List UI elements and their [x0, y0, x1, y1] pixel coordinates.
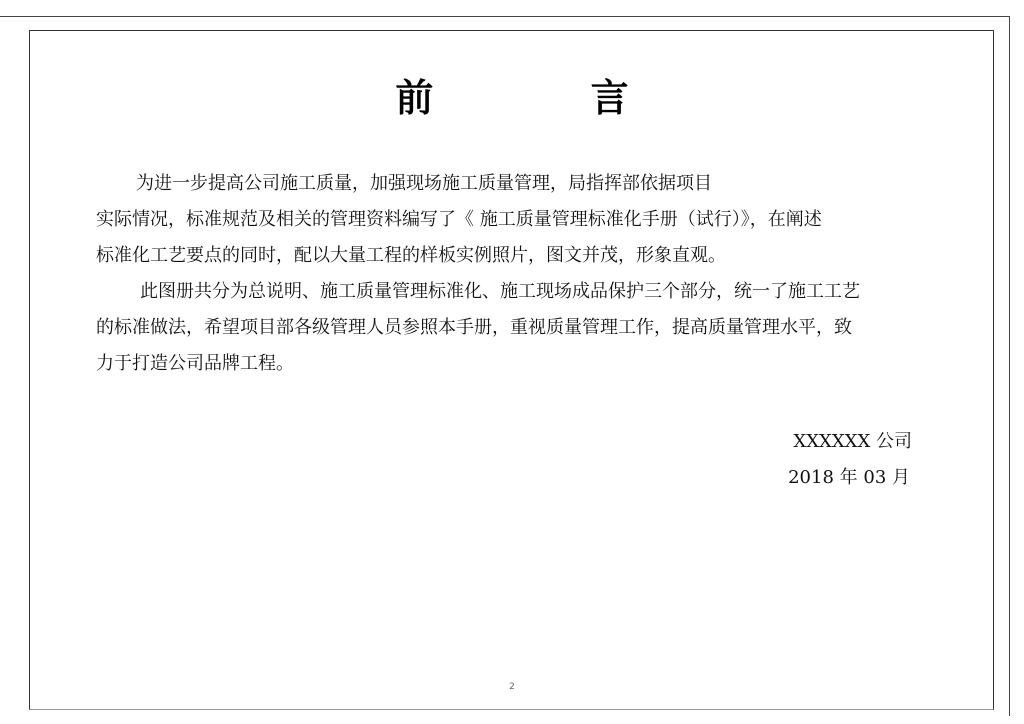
outer-border-top	[0, 16, 1010, 17]
paragraph-line: 为进一步提高公司施工质量，加强现场施工质量管理，局指挥部依据项目	[136, 173, 712, 194]
page-title: 前 言	[395, 75, 701, 120]
paragraph-line: 标准化工艺要点的同时，配以大量工程的样板实例照片，图文并茂，形象直观。	[96, 245, 726, 266]
preface-body	[96, 166, 976, 382]
page-number: 2	[509, 682, 515, 692]
paragraph-line: 实际情况，标准规范及相关的管理资料编写了《 施工质量管理标准化手册（试行）》，在阐述	[96, 209, 822, 230]
paragraph-line: 力于打造公司品牌工程。	[96, 353, 294, 374]
paragraph-2	[96, 274, 976, 382]
paragraph-line: 此图册共分为总说明、施工质量管理标准化、施工现场成品保护三个部分，统一了施工工艺	[140, 281, 860, 302]
signature-date: 2018 年 03 月	[788, 467, 910, 488]
paragraph-1	[96, 166, 976, 274]
company-name: XXXXXX 公司	[793, 431, 912, 452]
signature-block	[788, 424, 912, 496]
paragraph-line: 的标准做法，希望项目部各级管理人员参照本手册，重视质量管理工作，提高质量管理水平，致	[96, 317, 852, 338]
